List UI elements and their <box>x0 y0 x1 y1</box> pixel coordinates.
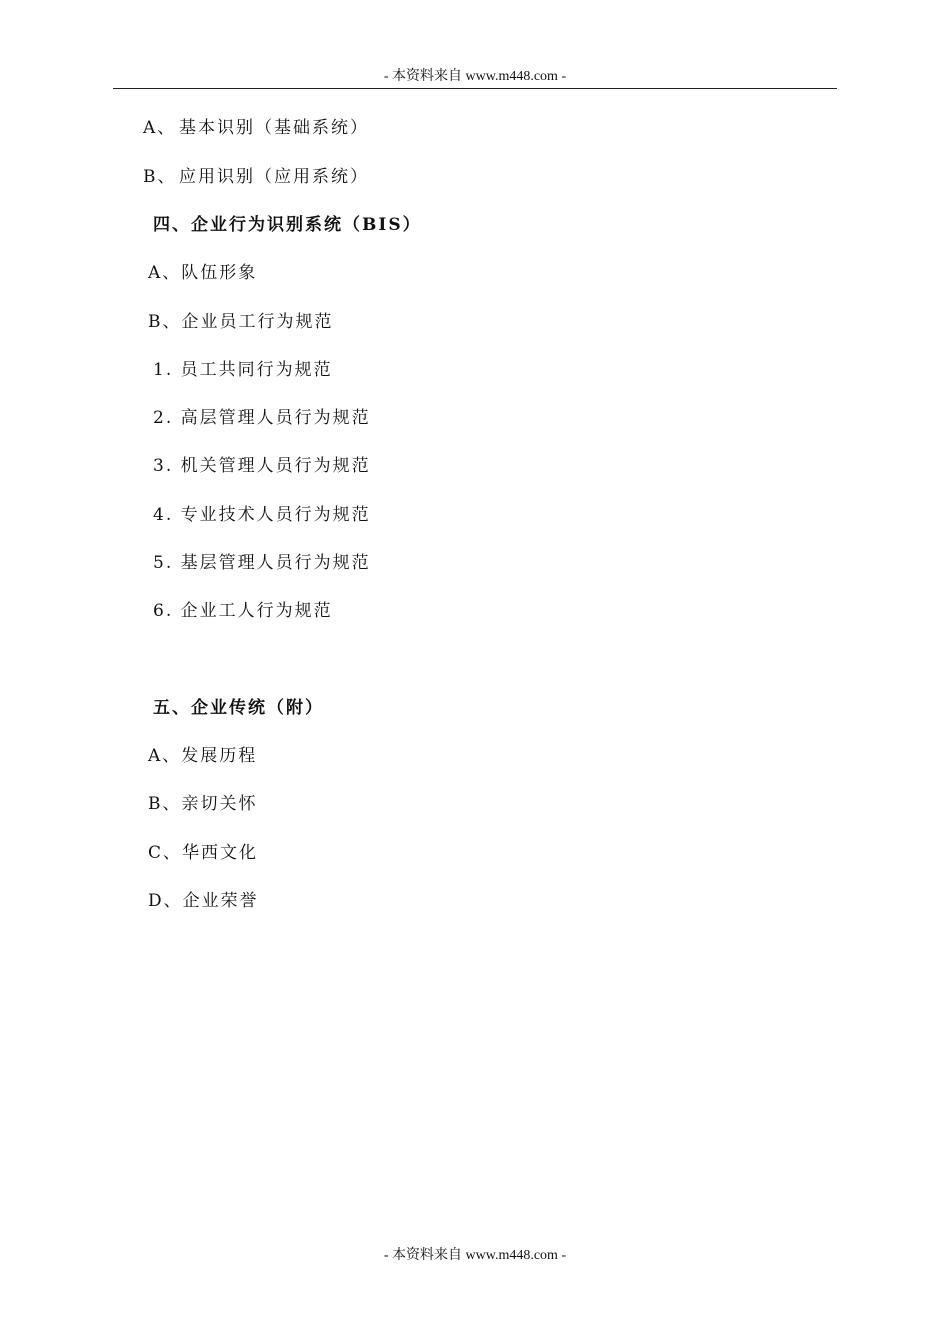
item-text: 基本识别（基础系统） <box>179 118 369 138</box>
list-item: A、发展历程 <box>148 746 258 766</box>
list-item: 1. 员工共同行为规范 <box>153 360 333 380</box>
section-heading: 五、企业传统（附） <box>153 698 324 718</box>
list-item: 3. 机关管理人员行为规范 <box>153 456 371 476</box>
item-prefix: A、 <box>143 118 177 138</box>
list-item: B、企业员工行为规范 <box>148 312 334 332</box>
list-item: A、队伍形象 <box>148 263 258 283</box>
list-item: 6. 企业工人行为规范 <box>153 601 333 621</box>
list-item: 4. 专业技术人员行为规范 <box>153 505 371 525</box>
list-item: 2. 高层管理人员行为规范 <box>153 408 371 428</box>
item-prefix: B、 <box>143 167 177 187</box>
page-footer <box>113 1245 837 1267</box>
list-item <box>143 165 369 189</box>
footer-text: - 本资料来自 www.m448.com - <box>383 1248 567 1263</box>
list-item: D、企业荣誉 <box>148 891 259 911</box>
item-text: 应用识别（应用系统） <box>179 167 369 187</box>
list-item: 5. 基层管理人员行为规范 <box>153 553 371 573</box>
page-header <box>113 66 837 89</box>
section-heading: 四、企业行为识别系统（BIS） <box>153 215 422 235</box>
header-text: - 本资料来自 www.m448.com - <box>383 69 567 84</box>
list-item: B、亲切关怀 <box>148 794 258 814</box>
list-item <box>143 116 369 140</box>
list-item: C、华西文化 <box>148 843 259 863</box>
